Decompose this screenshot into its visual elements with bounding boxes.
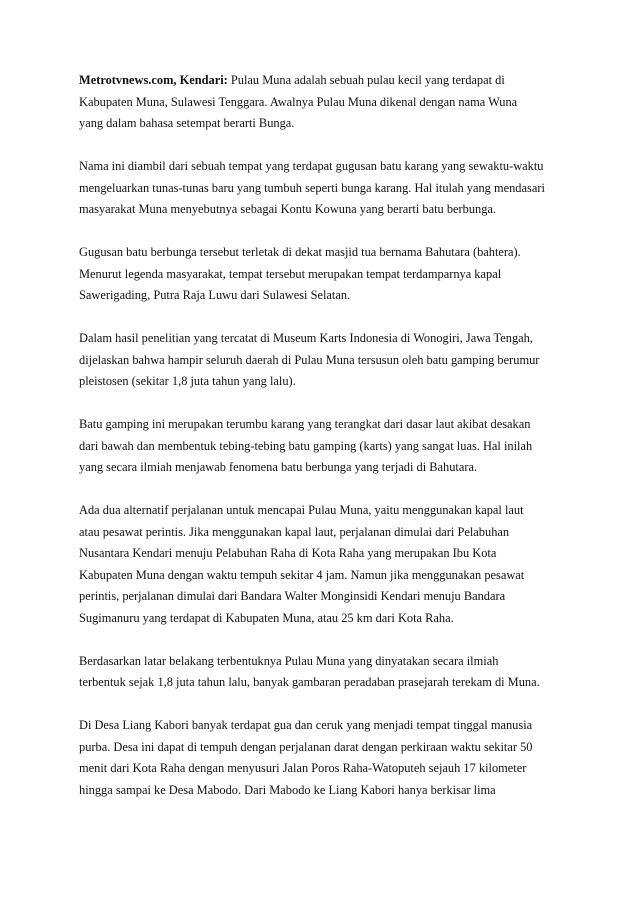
paragraph-8 [79, 715, 569, 801]
paragraph-line [79, 70, 569, 92]
paragraph-line: Sugimanuru yang terdapat di Kabupaten Muna, atau 25 km dari Kota Raha. [79, 610, 454, 625]
paragraph-line: masyarakat Muna menyebutnya sebagai Kontu Kowuna yang berarti batu berbunga. [79, 202, 497, 216]
paragraph-line: yang dalam bahasa setempat berarti Bunga. [79, 116, 295, 130]
paragraph-1 [79, 70, 569, 135]
paragraph-line: Ada dua alternatif perjalanan untuk mencapai Pulau Muna, yaitu menggunakan kapal laut [79, 503, 524, 517]
paragraph-4 [79, 328, 569, 393]
paragraph-line: Kabupaten Muna dengan waktu tempuh sekitar 4 jam. Namun jika menggunakan pesawat [79, 567, 525, 582]
paragraph-line: Berdasarkan latar belakang terbentuknya Pulau Muna yang dinyatakan secara ilmiah [79, 653, 499, 668]
paragraph-line: menit dari Kota Raha dengan menyusuri Jalan Poros Raha-Watoputeh sejauh 17 kilometer [79, 761, 527, 775]
paragraph-line: Dalam hasil penelitian yang tercatat di Museum Karts Indonesia di Wonogiri, Jawa Tengah, [79, 331, 533, 345]
paragraph-line: dijelaskan bahwa hampir seluruh daerah di Pulau Muna tersusun oleh batu gamping berumur [79, 352, 540, 367]
paragraph-line: atau pesawat perintis. Jika menggunakan kapal laut, perjalanan dimulai dari Pelabuhan [79, 524, 510, 539]
paragraph-line: pleistosen (sekitar 1,8 juta tahun yang lalu). [79, 374, 296, 388]
paragraph-line: terbentuk sejak 1,8 juta tahun lalu, banyak gambaran peradaban prasejarah terekam di Muna. [79, 675, 540, 689]
paragraph-line: Di Desa Liang Kabori banyak terdapat gua dan ceruk yang menjadi tempat tinggal manusia [79, 718, 533, 732]
paragraph-line: perintis, perjalanan dimulai dari Bandara Walter Monginsidi Kendari menuju Bandara [79, 589, 506, 603]
paragraph-line: Menurut legenda masyarakat, tempat tersebut merupakan tempat terdamparnya kapal [79, 266, 502, 281]
paragraph-6 [79, 500, 569, 629]
paragraph-line: Gugusan batu berbunga tersebut terletak di dekat masjid tua bernama Bahutara (bahtera). [79, 245, 521, 259]
document-page [79, 70, 569, 823]
paragraph-line: Sawerigading, Putra Raja Luwu dari Sulawesi Selatan. [79, 288, 351, 302]
paragraph-7 [79, 651, 569, 694]
paragraph-line: Nusantara Kendari menuju Pelabuhan Raha di Kota Raha yang merupakan Ibu Kota [79, 546, 497, 560]
paragraph-line: dari bawah dan membentuk tebing-tebing batu gamping (karts) yang sangat luas. Hal inilah [79, 438, 533, 453]
paragraph-line: Kabupaten Muna, Sulawesi Tenggara. Awalnya Pulau Muna dikenal dengan nama Wuna [79, 94, 518, 109]
paragraph-line: yang secara ilmiah menjawab fenomena batu berbunga yang terjadi di Bahutara. [79, 460, 478, 474]
paragraph-text: Pulau Muna adalah sebuah pulau kecil yang terdapat di [227, 73, 505, 87]
paragraph-3 [79, 242, 569, 307]
paragraph-2 [79, 156, 569, 221]
paragraph-line: hingga sampai ke Desa Mabodo. Dari Mabodo ke Liang Kabori hanya berkisar lima [79, 782, 496, 797]
paragraph-5 [79, 414, 569, 479]
paragraph-line: Nama ini diambil dari sebuah tempat yang terdapat gugusan batu karang yang sewaktu-waktu [79, 159, 544, 173]
paragraph-line: mengeluarkan tunas-tunas baru yang tumbuh seperti bunga karang. Hal itulah yang mendasari [79, 180, 545, 195]
paragraph-line: Batu gamping ini merupakan terumbu karang yang terangkat dari dasar laut akibat desakan [79, 417, 531, 431]
paragraph-line: purba. Desa ini dapat di tempuh dengan perjalanan darat dengan perkiraan waktu sekitar 50 [79, 739, 533, 754]
dateline: Metrotvnews.com, Kendari: [79, 73, 228, 87]
